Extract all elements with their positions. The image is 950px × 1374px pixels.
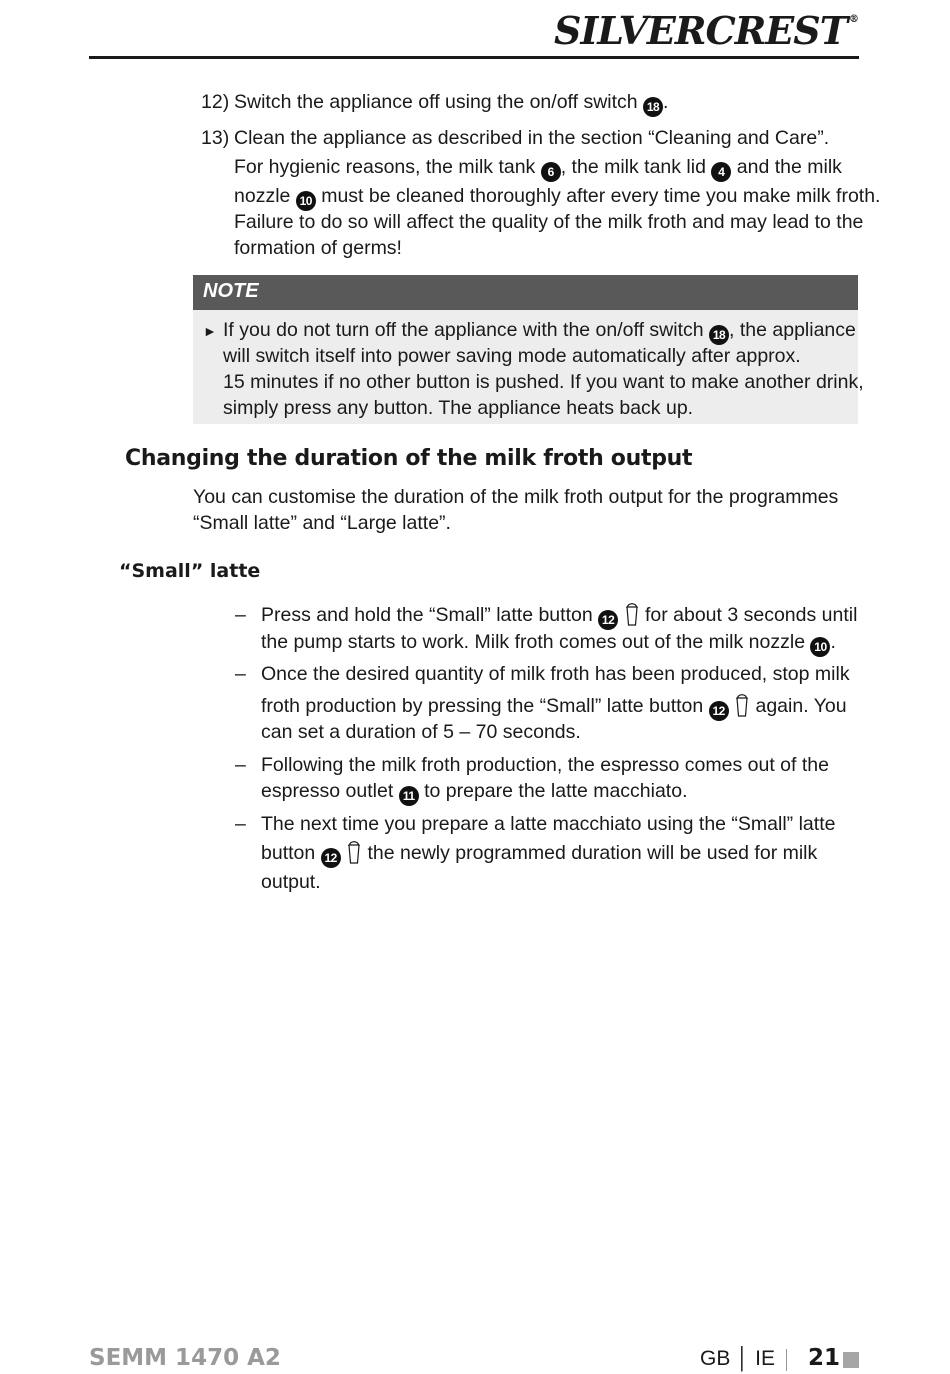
text-part: must be cleaned thoroughly after every time you make milk froth. bbox=[315, 185, 881, 207]
footer-language: GB │ IE bbox=[700, 1347, 775, 1370]
header-rule bbox=[89, 56, 859, 59]
ref-number: 12 bbox=[321, 848, 341, 868]
ref-number: 10 bbox=[296, 191, 316, 211]
text-part: espresso outlet bbox=[261, 780, 399, 802]
ref-number: 12 bbox=[709, 701, 729, 721]
text-part: If you do not turn off the appliance with the on/off switch bbox=[223, 319, 710, 341]
text-part: nozzle bbox=[234, 185, 296, 207]
item2-line2 bbox=[261, 693, 847, 721]
step-13-number: 13) bbox=[201, 127, 230, 149]
section-heading: Changing the duration of the milk froth output bbox=[125, 446, 693, 471]
step-13-line2 bbox=[234, 154, 842, 182]
step-12-text bbox=[234, 89, 668, 117]
brand-logo bbox=[554, 8, 858, 53]
item4-line2 bbox=[261, 840, 817, 868]
text-part: , the milk tank lid bbox=[560, 156, 712, 178]
ref-number: 11 bbox=[399, 786, 419, 806]
item4-line1: The next time you prepare a latte macchiato using the “Small” latte bbox=[261, 813, 836, 835]
triangle-bullet-icon: ► bbox=[203, 323, 217, 339]
ref-number: 12 bbox=[598, 610, 618, 630]
item1-line1 bbox=[261, 602, 857, 630]
text-part: button bbox=[261, 842, 321, 864]
note-line3: 15 minutes if no other button is pushed. If you want to make another drink, bbox=[223, 371, 864, 393]
item3-line1: Following the milk froth production, the espresso comes out of the bbox=[261, 754, 829, 776]
footer-model: SEMM 1470 A2 bbox=[89, 1345, 281, 1371]
small-cup-icon bbox=[735, 694, 749, 718]
note-header bbox=[193, 275, 858, 310]
text-part: froth production by pressing the “Small” latte button bbox=[261, 695, 709, 717]
text-part: and the milk bbox=[731, 156, 842, 178]
ref-number: 18 bbox=[709, 325, 729, 345]
text-part: to prepare the latte macchiato. bbox=[418, 780, 688, 802]
brand-part1: SILVER bbox=[554, 8, 706, 53]
page-number: 21 bbox=[808, 1345, 841, 1371]
ref-number: 6 bbox=[541, 162, 561, 182]
small-cup-icon bbox=[347, 841, 361, 865]
list-dash: – bbox=[235, 604, 246, 626]
step-13-line4: Failure to do so will affect the quality of the milk froth and may lead to the bbox=[234, 211, 864, 233]
text-part: for about 3 seconds until bbox=[639, 604, 858, 626]
item3-line2 bbox=[261, 778, 688, 806]
note-line1 bbox=[223, 317, 856, 345]
step-13-line1: Clean the appliance as described in the section “Cleaning and Care”. bbox=[234, 127, 830, 149]
item2-line3: can set a duration of 5 – 70 seconds. bbox=[261, 721, 581, 743]
ref-number: 18 bbox=[643, 97, 663, 117]
text-part: the pump starts to work. Milk froth comes out of the milk nozzle bbox=[261, 631, 811, 653]
footer-divider bbox=[786, 1349, 787, 1371]
step-12-number: 12) bbox=[201, 91, 230, 113]
text-part: again. You bbox=[750, 695, 847, 717]
list-dash: – bbox=[235, 754, 246, 776]
text-part: Press and hold the “Small” latte button bbox=[261, 604, 599, 626]
note-line2: will switch itself into power saving mode automatically after approx. bbox=[223, 345, 801, 367]
item1-line2 bbox=[261, 629, 836, 657]
list-dash: – bbox=[235, 663, 246, 685]
list-dash: – bbox=[235, 813, 246, 835]
small-cup-icon bbox=[625, 603, 639, 627]
small-latte-heading: “Small” latte bbox=[119, 560, 261, 582]
section-intro-line2: “Small latte” and “Large latte”. bbox=[193, 512, 451, 534]
ref-number: 10 bbox=[810, 637, 830, 657]
item2-line1: Once the desired quantity of milk froth has been produced, stop milk bbox=[261, 663, 850, 685]
step-13-line3 bbox=[234, 183, 880, 211]
ref-number: 4 bbox=[711, 162, 731, 182]
step-12-end: . bbox=[663, 91, 669, 113]
item4-line3: output. bbox=[261, 871, 321, 893]
step-12-body: Switch the appliance off using the on/off switch bbox=[234, 91, 644, 113]
note-title: NOTE bbox=[203, 280, 259, 302]
footer-square-marker bbox=[843, 1352, 859, 1368]
brand-part2: CREST bbox=[705, 8, 847, 53]
text-part: . bbox=[830, 631, 836, 653]
section-intro-line1: You can customise the duration of the milk froth output for the programmes bbox=[193, 486, 839, 508]
text-part: For hygienic reasons, the milk tank bbox=[234, 156, 541, 178]
step-13-line5: formation of germs! bbox=[234, 237, 402, 259]
brand-mark: ® bbox=[849, 14, 858, 25]
text-part: the newly programmed duration will be used for milk bbox=[362, 842, 818, 864]
text-part: , the appliance bbox=[729, 319, 856, 341]
note-line4: simply press any button. The appliance heats back up. bbox=[223, 397, 694, 419]
